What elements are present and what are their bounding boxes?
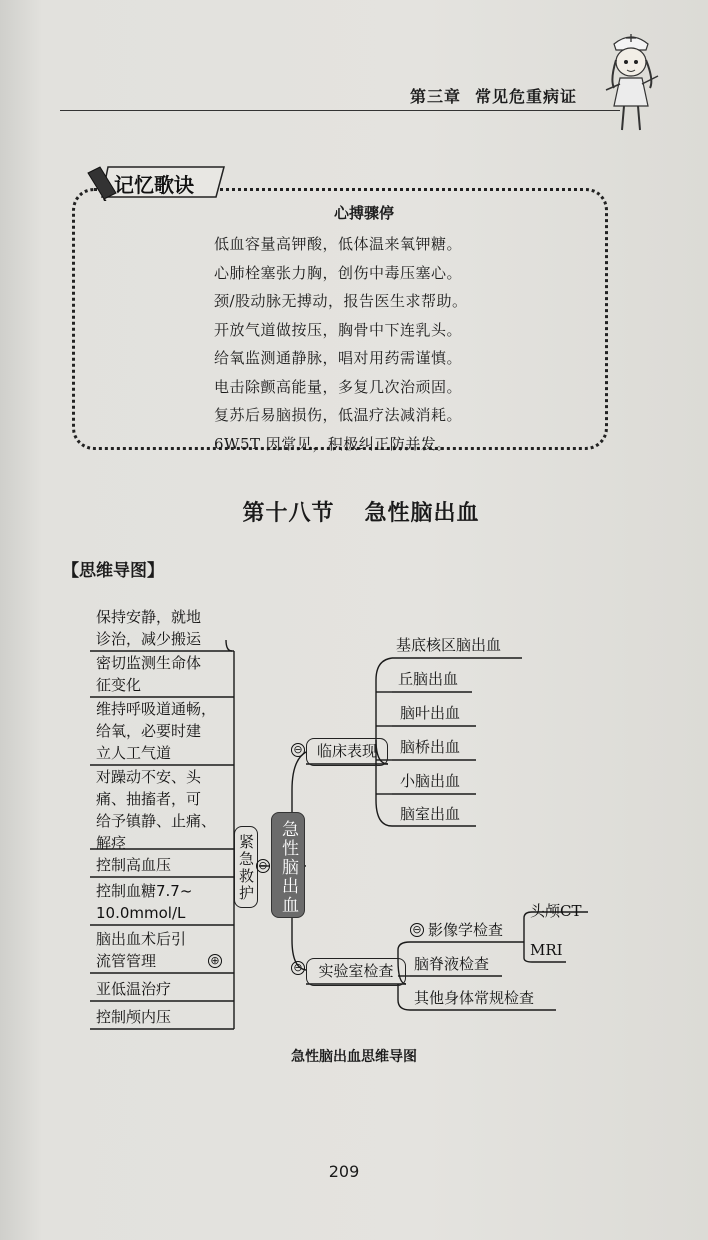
poem-line: 心肺栓塞张力胸，创伤中毒压塞心。 xyxy=(214,263,463,282)
poem-line: 复苏后易脑损伤，低温疗法减消耗。 xyxy=(214,406,463,424)
care-item-airway: 维持呼吸道通畅， 给氧，必要时建 立人工气道 xyxy=(96,700,217,762)
mnemonic-title: 心搏骤停 xyxy=(333,204,394,222)
poem-line: 开放气道做按压，胸骨中下连乳头。 xyxy=(214,320,463,339)
collapse-icon[interactable]: ⊖ xyxy=(410,923,424,937)
section-name: 急性脑出血 xyxy=(364,500,480,526)
mind-map-label: 【思维导图】 xyxy=(62,561,164,581)
clinical-item-lobar: 脑叶出血 xyxy=(400,704,461,722)
lab-sub-item-ct: 头颅CT xyxy=(530,902,582,920)
page-number: 209 xyxy=(328,1162,360,1181)
center-topic-node: 急性脑出血 xyxy=(271,812,305,918)
poem-line: 低血容量高钾酸，低体温来氧钾糖。 xyxy=(214,235,463,253)
lab-item-imaging: 影像学检查 xyxy=(428,921,504,939)
section-number: 第十八节 xyxy=(242,500,335,526)
clinical-item-ventricle: 脑室出血 xyxy=(400,805,461,823)
collapse-icon[interactable]: ⊖ xyxy=(291,743,305,757)
clinical-manifestation-node: 临床表现 xyxy=(306,738,388,766)
collapse-icon[interactable]: ⊖ xyxy=(256,859,270,873)
lab-item-csf: 脑脊液检查 xyxy=(414,955,490,973)
poem-line: 颈/股动脉无搏动，报告医生求帮助。 xyxy=(214,292,468,310)
care-item-keep-quiet: 保持安静，就地 诊治，减少搬运 xyxy=(96,608,202,648)
expand-icon[interactable]: ⊕ xyxy=(208,954,222,968)
lab-item-routine: 其他身体常规检查 xyxy=(414,989,535,1007)
care-item-drainage: 脑出血术后引 流管管理 xyxy=(96,930,187,970)
clinical-item-cerebellum: 小脑出血 xyxy=(400,772,461,790)
collapse-icon[interactable]: ⊖ xyxy=(291,961,305,975)
lab-examination-node: 实验室检查 xyxy=(306,958,406,986)
clinical-item-thalamus: 丘脑出血 xyxy=(398,670,459,688)
poem-line: 6W5T 因常见，积极纠正防并发。 xyxy=(214,434,452,453)
poem-line: 给氧监测通静脉，唱对用药需谨慎。 xyxy=(214,349,463,367)
mnemonic-tag-label: 记忆歌诀 xyxy=(114,173,194,197)
chapter-number: 第三章 xyxy=(410,87,462,106)
care-item-sedation: 对躁动不安、头 痛、抽搐者，可 给予镇静、止痛、 解痉 xyxy=(96,768,217,852)
care-item-blood-sugar: 控制血糖7.7~ 10.0mmol/L xyxy=(96,882,193,922)
chapter-title: 常见危重病证 xyxy=(475,87,578,106)
emergency-care-node: 紧急救护 xyxy=(234,826,258,908)
care-item-icp: 控制颅内压 xyxy=(96,1008,172,1026)
care-item-monitor-vitals: 密切监测生命体 征变化 xyxy=(96,654,202,694)
clinical-item-basal-ganglia: 基底核区脑出血 xyxy=(396,636,502,654)
lab-sub-item-mri: MRI xyxy=(530,941,563,959)
figure-caption: 急性脑出血思维导图 xyxy=(291,1049,417,1065)
care-item-hypothermia: 亚低温治疗 xyxy=(96,980,172,998)
poem-line: 电击除颤高能量，多复几次治顽固。 xyxy=(214,377,463,396)
clinical-item-pons: 脑桥出血 xyxy=(400,738,461,756)
care-item-blood-pressure: 控制高血压 xyxy=(96,856,172,874)
